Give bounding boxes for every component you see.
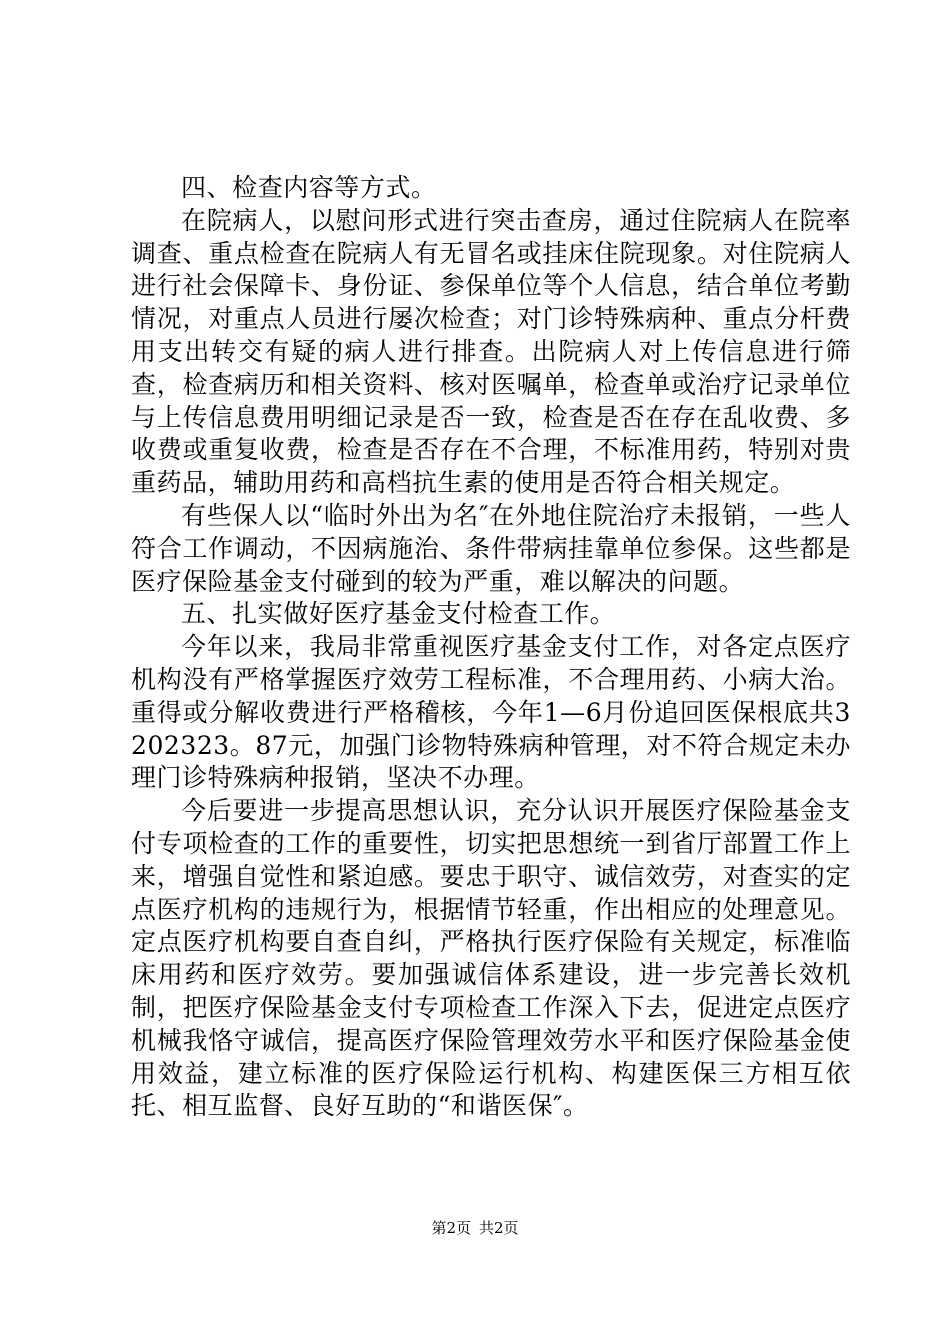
paragraph-future-work: 今后要进一步提高思想认识，充分认识开展医疗保险基金支付专项检查的工作的重要性，切实把思想统一到省厅部置工作上来，增强自觉性和紧迫感。要忠于职守、诚信效劳，对查实的定点医疗机构的违规行为，根据情节轻重，作出相应的处理意见。定点医疗机构要自查自纠，严格执行医疗保险有关规定，标准临床用药和医疗效劳。要加强诚信体系建设，进一步完善长效机制，把医疗保险基金支付专项检查工作深入下去，促进定点医疗机械我恪守诚信，提高医疗保险管理效劳水平和医疗保险基金使用效益，建立标准的医疗保险运行机构、构建医保三方相互依托、相互监督、良好互助的“和谐医保″。 xyxy=(131,796,851,1121)
section-heading-4: 四、检查内容等方式。 xyxy=(181,173,437,202)
page-footer xyxy=(0,1218,950,1238)
document-body xyxy=(131,172,851,1123)
page-total: 共2页 xyxy=(479,1219,519,1237)
page-number: 第2页 xyxy=(431,1219,471,1237)
section-heading-5: 五、扎实做好医疗基金支付检查工作。 xyxy=(181,599,616,629)
paragraph-problems: 有些保人以“临时外出为名″在外地住院治疗未报销，一些人符合工作调动，不因病施治、条件带病挂靠单位参保。这些都是医疗保险基金支付碰到的较为严重，难以解决的问题。 xyxy=(131,500,851,596)
paragraph-inpatient-check: 在院病人，以慰问形式进行突击查房，通过住院病人在院率调查、重点检查在院病人有无冒名或挂床住院现象。对住院病人进行社会保障卡、身份证、参保单位等个人信息，结合单位考勤情况，对重点人员进行屡次检查；对门诊特殊病种、重点分杆费用支出转交有疑的病人进行排查。出院病人对上传信息进行筛查，检查病历和相关资料、核对医嘱单，检查单或治疗记录单位与上传信息费用明细记录是否一致，检查是否在存在乱收费、多收费或重复收费，检查是否存在不合理，不标准用药，特别对贵重药品，辅助用药和高档抗生素的使用是否符合相关规定。 xyxy=(131,205,851,498)
paragraph-this-year: 今年以来，我局非常重视医疗基金支付工作，对各定点医疗机构没有严格掌握医疗效劳工程标准，不合理用药、小病大治。重得或分解收费进行严格稽核，今年1—6月份追回医保根底共3202323。87元，加强门诊物特殊病种管理，对不符合规定未办理门诊特殊病种报销，坚决不办理。 xyxy=(131,632,851,793)
